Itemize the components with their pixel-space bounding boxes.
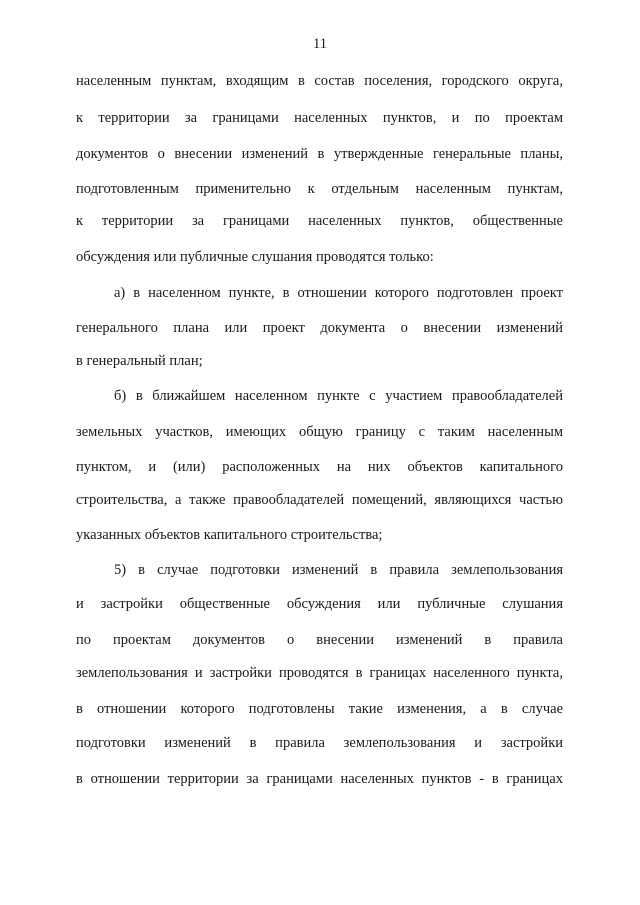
text-line: документов о внесении изменений в утвержденные генеральные планы, <box>76 146 563 162</box>
text-line: в генеральный план; <box>76 353 203 369</box>
page-number: 11 <box>313 36 327 52</box>
text-line: а) в населенном пункте, в отношении которого подготовлен проект <box>114 285 563 301</box>
text-line: обсуждения или публичные слушания проводятся только: <box>76 249 434 265</box>
text-line: к территории за границами населенных пунктов, общественные <box>76 213 563 229</box>
text-line: строительства, а также правообладателей помещений, являющихся частью <box>76 492 563 508</box>
text-line: указанных объектов капитального строительства; <box>76 527 383 543</box>
text-line: подготовленным применительно к отдельным населенным пунктам, <box>76 181 563 197</box>
text-line: подготовки изменений в правила землепользования и застройки <box>76 735 563 751</box>
text-line: к территории за границами населенных пунктов, и по проектам <box>76 110 563 126</box>
text-line: 5) в случае подготовки изменений в правила землепользования <box>114 562 563 578</box>
text-line: населенным пунктам, входящим в состав поселения, городского округа, <box>76 73 563 89</box>
text-line: землепользования и застройки проводятся в границах населенного пункта, <box>76 665 563 681</box>
text-line: и застройки общественные обсуждения или публичные слушания <box>76 596 563 612</box>
text-line: в отношении которого подготовлены такие изменения, а в случае <box>76 701 563 717</box>
text-line: генерального плана или проект документа о внесении изменений <box>76 320 563 336</box>
text-line: пунктом, и (или) расположенных на них объектов капитального <box>76 459 563 475</box>
text-line: б) в ближайшем населенном пункте с участием правообладателей <box>114 388 563 404</box>
text-line: в отношении территории за границами населенных пунктов - в границах <box>76 771 563 787</box>
text-line: по проектам документов о внесении изменений в правила <box>76 632 563 648</box>
text-line: земельных участков, имеющих общую границу с таким населенным <box>76 424 563 440</box>
